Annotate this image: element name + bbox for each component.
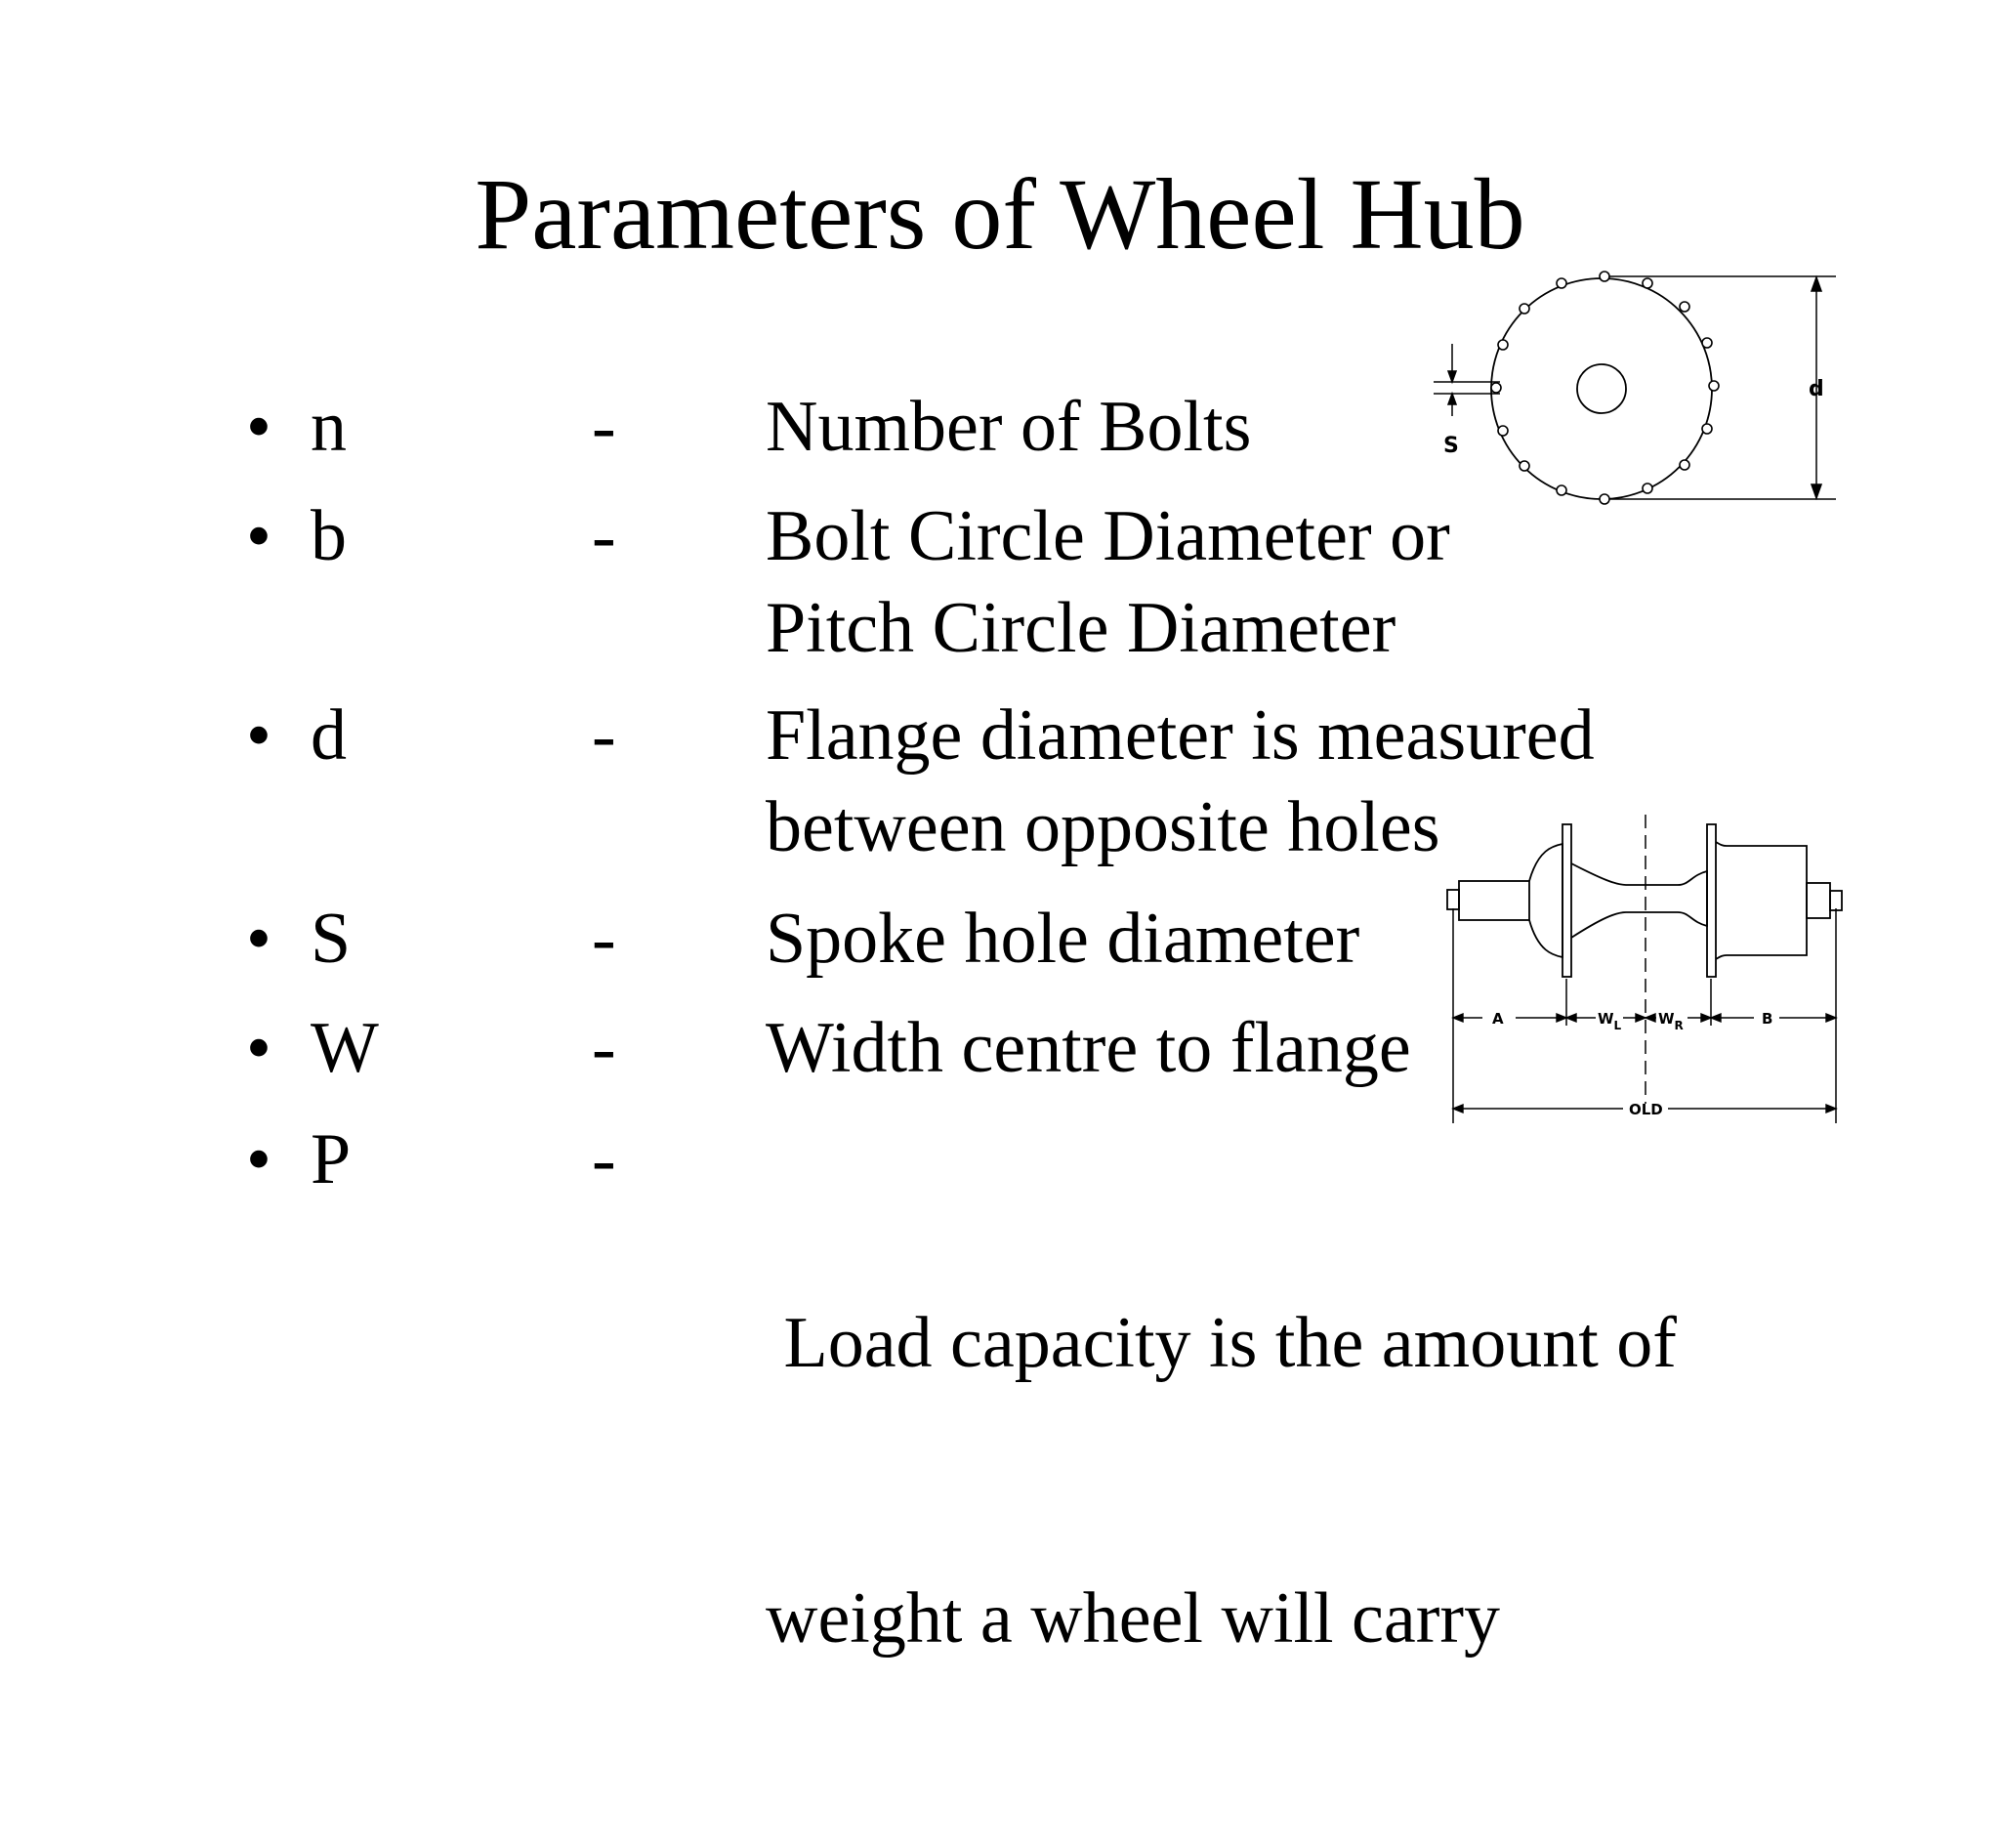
bullet: •: [246, 695, 271, 776]
parameter-description: Width centre to flange: [766, 1008, 1411, 1088]
parameter-description: Bolt Circle Diameter or Pitch Circle Diameter: [766, 496, 1450, 668]
parameter-description: Spoke hole diameter: [766, 899, 1360, 979]
bullet: •: [246, 496, 271, 576]
parameter-description: Flange diameter is measured between opposite holes: [766, 695, 1595, 867]
separator-dash: -: [592, 695, 616, 776]
parameter-symbol: S: [311, 899, 352, 979]
separator-dash: -: [592, 387, 616, 467]
hub-body: [1447, 824, 1842, 977]
parameter-symbol: W: [311, 1008, 379, 1088]
parameter-symbol: P: [311, 1119, 352, 1199]
bullet: •: [246, 899, 271, 979]
dimension-s: [1434, 344, 1500, 416]
label-s: S: [1443, 434, 1459, 458]
dimension-row-upper: [1453, 1014, 1836, 1022]
bullet: •: [246, 387, 271, 467]
label-d: d: [1809, 377, 1824, 401]
separator-dash: -: [592, 1119, 616, 1199]
label-w-right: $W_R$: [1658, 1010, 1684, 1032]
bullet: •: [246, 1008, 271, 1088]
parameter-description: Number of Bolts: [766, 387, 1252, 467]
spoke-holes: [1491, 272, 1719, 504]
dimension-d: [1609, 276, 1836, 499]
label-old: OLD: [1629, 1101, 1663, 1118]
hub-flange-diagram: [1426, 244, 1855, 537]
parameter-symbol: b: [311, 496, 347, 576]
extension-lines: [1453, 908, 1836, 1123]
parameter-symbol: d: [311, 695, 347, 776]
label-w-left: $W_L$: [1598, 1010, 1622, 1032]
axle-hole: [1577, 364, 1626, 413]
label-b: B: [1762, 1010, 1773, 1028]
label-a: A: [1492, 1010, 1504, 1028]
parameter-description: Load capacity is the amount of weight a wheel will carry: [766, 1303, 1677, 1659]
bullet: •: [246, 1119, 271, 1199]
separator-dash: -: [592, 899, 616, 979]
slide-title: Parameters of Wheel Hub: [475, 158, 1525, 271]
hub-side-view-diagram: [1436, 811, 1885, 1143]
separator-dash: -: [592, 1008, 616, 1088]
parameter-symbol: n: [311, 387, 347, 467]
separator-dash: -: [592, 496, 616, 576]
